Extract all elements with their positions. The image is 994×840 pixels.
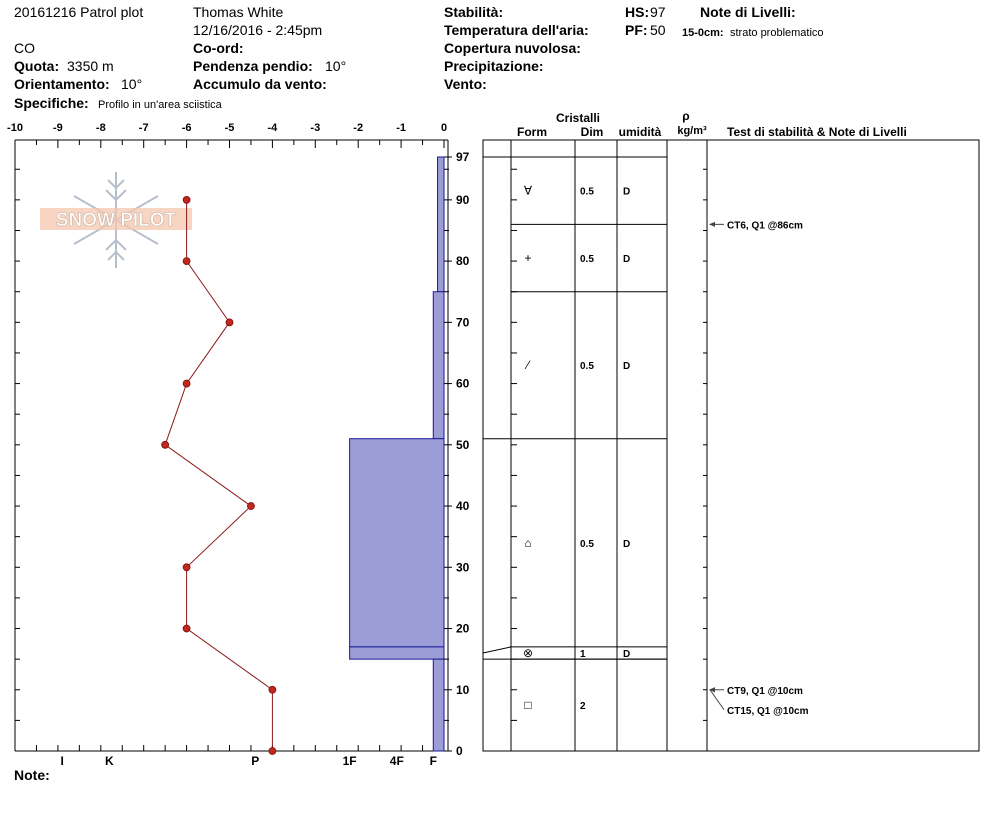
- header-form: Form: [517, 125, 547, 139]
- temperature-point: [162, 441, 169, 448]
- temperature-point: [183, 380, 190, 387]
- profile-title: 20161216 Patrol plot: [14, 4, 144, 20]
- x-tick-label: -6: [181, 122, 192, 134]
- y-tick-label: 20: [456, 621, 470, 636]
- pf-value: 50: [650, 22, 666, 38]
- watermark-text: SNOW PILOT: [55, 210, 177, 231]
- slope-value: 10°: [325, 58, 347, 74]
- precipitation-label: Precipitazione:: [444, 58, 544, 74]
- hs-value: 97: [650, 4, 666, 20]
- x-tick-label: -8: [95, 122, 106, 134]
- x-tick-label: -5: [224, 122, 235, 134]
- temperature-point: [183, 258, 190, 265]
- cloud-cover-label: Copertura nuvolosa:: [444, 40, 581, 56]
- layer-size: 0.5: [580, 361, 594, 373]
- location: CO: [14, 40, 35, 56]
- y-tick-label: 70: [456, 315, 470, 330]
- wind-load-label: Accumulo da vento:: [193, 76, 327, 92]
- layer-size: 2: [580, 701, 586, 713]
- y-tick-label: 40: [456, 499, 470, 514]
- temperature-point: [269, 748, 276, 755]
- hardness-tick-label: K: [105, 754, 114, 768]
- hardness-tick-label: P: [251, 754, 260, 768]
- temperature-point: [269, 686, 276, 693]
- y-tick-label: 30: [456, 560, 470, 575]
- layer-size: 0.5: [580, 186, 594, 198]
- layer-form-symbol: ∀: [523, 183, 533, 198]
- test-pointer: [710, 690, 724, 710]
- x-tick-label: 0: [440, 122, 448, 134]
- hardness-tick-label: I: [60, 754, 64, 768]
- layer-humidity: D: [623, 254, 631, 266]
- y-tick-label: 10: [456, 682, 470, 697]
- header-density-unit: kg/m³: [677, 125, 707, 137]
- x-tick-label: -1: [396, 122, 406, 134]
- y-tick-label: 97: [456, 150, 470, 164]
- layer-humidity: D: [623, 361, 631, 373]
- layer-humidity: D: [623, 649, 631, 661]
- temperature-point: [183, 564, 190, 571]
- hardness-bar: [350, 439, 444, 647]
- layer-form-symbol: ⁄: [526, 358, 530, 373]
- layer-size: 0.5: [580, 254, 594, 266]
- layer-form-symbol: ⊗: [522, 646, 534, 661]
- layer-note-range: 15-0cm:: [682, 27, 724, 39]
- temperature-point: [226, 319, 233, 326]
- temperature-point: [247, 503, 254, 510]
- coord-label: Co-ord:: [193, 40, 244, 56]
- observation-datetime: 12/16/2016 - 2:45pm: [193, 22, 323, 38]
- air-temp-label: Temperatura dell'aria:: [444, 22, 589, 38]
- x-tick-label: -3: [310, 122, 321, 134]
- hardness-bar: [350, 647, 444, 659]
- layer-size: 1: [580, 649, 586, 661]
- hardness-tick-label: 4F: [389, 754, 404, 768]
- test-arrowhead: [709, 687, 715, 692]
- stability-test-label: CT6, Q1 @86cm: [727, 220, 803, 232]
- y-tick-label: 0: [456, 744, 463, 758]
- test-arrowhead: [709, 222, 715, 227]
- hardness-bar: [438, 157, 444, 292]
- aspect-label: Orientamento:: [14, 76, 110, 92]
- note-label: Note:: [14, 767, 50, 783]
- layer-note-text: strato problematico: [730, 27, 824, 39]
- x-tick-label: -9: [53, 122, 63, 134]
- temperature-line: [165, 200, 272, 751]
- x-tick-label: -4: [267, 122, 278, 134]
- y-tick-label: 50: [456, 437, 470, 452]
- hardness-bar: [433, 292, 444, 439]
- y-tick-label: 60: [456, 376, 470, 391]
- header-humidity: umidità: [618, 125, 662, 139]
- y-tick-label: 90: [456, 192, 470, 207]
- x-tick-label: -10: [7, 122, 23, 134]
- layer-size: 0.5: [580, 538, 594, 550]
- header-crystals: Cristalli: [555, 111, 601, 125]
- aspect-value: 10°: [121, 76, 143, 92]
- hs-label: HS:: [625, 4, 650, 20]
- header-tests: Test di stabilità & Note di Livelli: [727, 125, 907, 139]
- hardness-bar: [433, 659, 444, 751]
- layer-notes-label: Note di Livelli:: [700, 4, 796, 20]
- hardness-tick-label: 1F: [342, 754, 357, 768]
- layer-form-symbol: □: [524, 698, 532, 713]
- x-tick-label: -7: [138, 122, 149, 134]
- temperature-point: [183, 196, 190, 203]
- observer-name: Thomas White: [193, 4, 284, 20]
- header-size: Dim: [580, 125, 604, 139]
- wind-label: Vento:: [444, 76, 487, 92]
- specifics-value: Profilo in un'area sciistica: [98, 99, 222, 111]
- quota-value: 3350 m: [67, 58, 114, 74]
- layer-form-symbol: ⌂: [524, 535, 532, 550]
- stability-test-label: CT15, Q1 @10cm: [727, 705, 809, 717]
- slope-label: Pendenza pendio:: [193, 58, 313, 74]
- specifics-label: Specifiche:: [14, 95, 89, 111]
- layer-form-symbol: +: [524, 251, 532, 266]
- stability-label: Stabilità:: [444, 4, 504, 20]
- layer-link: [483, 647, 511, 653]
- pf-label: PF:: [625, 22, 648, 38]
- header-rho: ρ: [682, 109, 690, 123]
- layer-humidity: D: [623, 538, 631, 550]
- x-tick-label: -2: [353, 122, 364, 134]
- quota-label: Quota:: [14, 58, 60, 74]
- y-tick-label: 80: [456, 254, 470, 269]
- stability-test-label: CT9, Q1 @10cm: [727, 685, 803, 697]
- temperature-point: [183, 625, 190, 632]
- layer-humidity: D: [623, 186, 631, 198]
- hardness-tick-label: F: [429, 754, 437, 768]
